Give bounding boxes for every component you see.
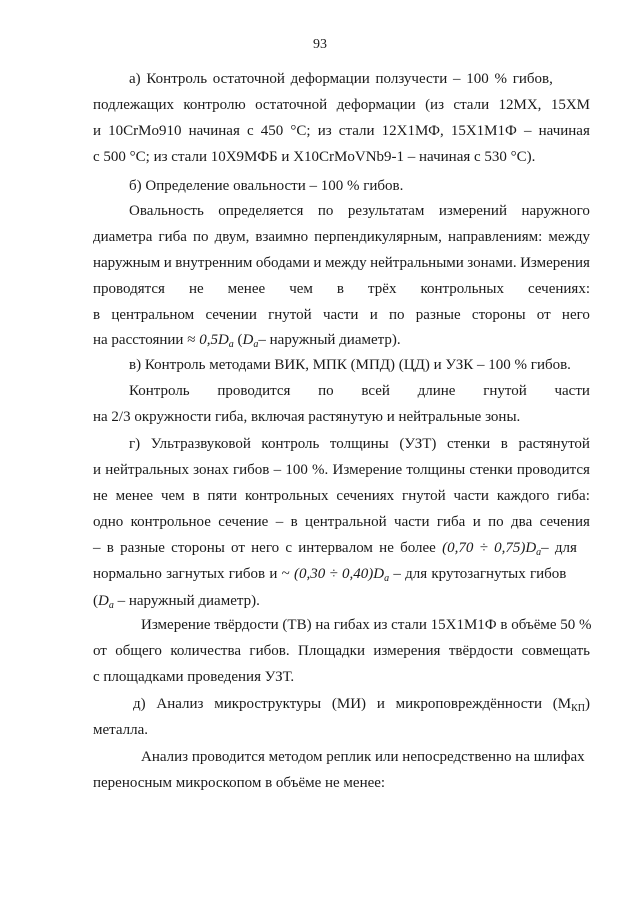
word: начиная [538, 123, 590, 139]
word: микроповреждённости [395, 696, 542, 712]
text-line: на 2/3 окружности гиба, включая растянутую и нейтральные зоны. [93, 409, 521, 425]
word: 15ХМ [550, 97, 590, 113]
word: 15Х1М1Ф [450, 123, 517, 139]
word: центральном [111, 307, 195, 323]
word: начиная [188, 123, 240, 139]
text-line [93, 642, 590, 660]
word: контроль [261, 436, 320, 452]
word: Площадки [298, 643, 365, 659]
text-line: а) Контроль остаточной деформации ползучести – 100 % гибов, [129, 71, 553, 87]
word: контрольных [420, 281, 505, 297]
word: – [273, 462, 282, 478]
text-line [93, 280, 590, 298]
word: между [324, 255, 367, 271]
word: не [188, 281, 204, 297]
word: с [247, 123, 254, 139]
word: чем [160, 488, 185, 504]
word: контрольных [244, 488, 329, 504]
text-line: нормально загнутых гибов и ~ $(0,30 \div 0,40)D_a$ – для крутозагнутых гибов [93, 566, 567, 584]
word: нейтральными [370, 255, 464, 271]
word: деформации [336, 97, 416, 113]
word: менее [227, 281, 266, 297]
page-number: 93 [313, 37, 327, 52]
word: наружного [521, 203, 590, 219]
word: длине [417, 383, 456, 399]
text-line: в) Контроль методами ВИК, МПК (МПД) (ЦД) и УЗК – 100 % гибов. [129, 357, 571, 373]
word: Контроль [129, 383, 190, 399]
word: контролю [183, 97, 246, 113]
text-line [93, 487, 590, 505]
word: °С; [290, 123, 311, 139]
word: подлежащих [93, 97, 174, 113]
word: по [388, 307, 405, 323]
word: по [318, 383, 334, 399]
word: ободами [255, 255, 310, 271]
word: $(М_{КП})$ [552, 696, 590, 714]
word: из [317, 123, 332, 139]
word: стали [453, 97, 490, 113]
word: нейтральных [105, 462, 189, 478]
word: измерения [373, 643, 441, 659]
word: Анализ [156, 696, 204, 712]
word: (УЗТ) [399, 436, 437, 452]
word: определяется [218, 203, 304, 219]
word: толщины [329, 436, 389, 452]
text-line [133, 695, 590, 713]
word: твёрдости [448, 643, 514, 659]
word: гиба [436, 514, 466, 530]
word: менее [115, 488, 154, 504]
text-line [93, 254, 590, 272]
word: гнутой [268, 307, 312, 323]
word: микроструктуры [214, 696, 322, 712]
word: гиба [158, 229, 187, 245]
word: – [275, 514, 284, 530]
word: разные [415, 307, 461, 323]
word: в [290, 514, 298, 530]
word: трёх [368, 281, 397, 297]
word: зонами. [467, 255, 517, 271]
word: – [523, 123, 532, 139]
word: от [93, 643, 107, 659]
word: Измерения [520, 255, 590, 271]
word: растянутой [518, 436, 590, 452]
word: не [93, 488, 108, 504]
word: 12Х1МФ, [381, 123, 444, 139]
text-line: Измерение твёрдости (ТВ) на гибах из стали 15Х1М1Ф в объёме 50 % [141, 617, 592, 633]
word: совмещать [521, 643, 590, 659]
word: и [93, 462, 102, 478]
word: по [317, 203, 334, 219]
word: Овальность [129, 203, 204, 219]
word: измерений [438, 203, 507, 219]
word: центральной [305, 514, 387, 530]
text-line: б) Определение овальности – 100 % гибов. [129, 178, 404, 194]
word: %. [312, 462, 329, 478]
word: стороны [471, 307, 526, 323]
word: (из [425, 97, 445, 113]
word: 12МХ, [498, 97, 542, 113]
word: 100 [285, 462, 308, 478]
word: диаметра [93, 229, 153, 245]
word: внутренним [175, 255, 253, 271]
word: и [472, 514, 481, 530]
word: каждого [496, 488, 550, 504]
word: части [322, 307, 359, 323]
text-line: переносным микроскопом в объёме не менее: [93, 775, 386, 791]
word: (МИ) [331, 696, 367, 712]
word: толщины [406, 462, 466, 478]
text-line [93, 306, 590, 324]
text-line: на расстоянии ≈ $0,5D_a$ ($D_a-$ наружный диаметр). [93, 332, 401, 350]
word: и [313, 255, 322, 271]
word: сечении [205, 307, 257, 323]
word: г) [129, 436, 141, 452]
word: всей [361, 383, 390, 399]
word: гиба: [557, 488, 590, 504]
word: и [376, 696, 385, 712]
word: и [163, 255, 172, 271]
word: в [500, 436, 508, 452]
word: в [336, 281, 345, 297]
word: сечение [218, 514, 269, 530]
word: результатам [347, 203, 425, 219]
text-line [129, 435, 590, 453]
word: от [536, 307, 551, 323]
text-line [93, 513, 590, 531]
word: части [453, 488, 489, 504]
word: контрольное [130, 514, 211, 530]
word: направлениям: [447, 229, 543, 245]
text-line: Анализ проводится методом реплик или непосредственно на шлифах [141, 749, 585, 765]
word: 450 [260, 123, 284, 139]
word: стенки [447, 436, 491, 452]
text-line [93, 461, 590, 479]
word: Ультразвуковой [150, 436, 251, 452]
word: общего [115, 643, 162, 659]
word: между [548, 229, 590, 245]
text-line: – в разные стороны от него с интервалом не более $(0,70 \div 0,75)D_a-$ для [93, 540, 577, 558]
word: по [192, 229, 209, 245]
word: гибов [232, 462, 270, 478]
word: зонах [193, 462, 229, 478]
word: и [369, 307, 378, 323]
word: в [192, 488, 200, 504]
word: и [93, 123, 102, 139]
text-line: с 500 °С; из стали 10Х9МФБ и X10CrMoVNb9-1 – начиная с 530 °С). [93, 149, 536, 165]
word: по [488, 514, 504, 530]
word: Измерение [332, 462, 403, 478]
text-line [129, 202, 590, 220]
word: гнутой [402, 488, 446, 504]
word: стали [338, 123, 375, 139]
word: 10CrMo910 [108, 123, 182, 139]
word: стенки [469, 462, 513, 478]
word: части [394, 514, 430, 530]
word: наружным [93, 255, 161, 271]
text-line: ($D_a$ – наружный диаметр). [93, 593, 260, 611]
word: сечениях [336, 488, 395, 504]
text-line [93, 96, 590, 114]
word: сечения [539, 514, 590, 530]
word: проводится [516, 462, 590, 478]
word: проводятся [93, 281, 165, 297]
text-line: с площадками проведения УЗТ. [93, 669, 295, 685]
text-line [93, 228, 590, 246]
text-line [93, 122, 590, 140]
word: проводится [217, 383, 291, 399]
word: остаточной [255, 97, 328, 113]
text-line: металла. [93, 722, 149, 738]
word: гибов. [249, 643, 290, 659]
word: части [554, 383, 590, 399]
word: д) [133, 696, 146, 712]
word: гнутой [483, 383, 527, 399]
word: двум, [214, 229, 250, 245]
word: него [561, 307, 590, 323]
word: чем [289, 281, 313, 297]
word: перпендикулярным, [314, 229, 442, 245]
word: два [511, 514, 533, 530]
text-line [129, 382, 590, 400]
word: одно [93, 514, 124, 530]
word: сечениях: [528, 281, 590, 297]
word: пяти [207, 488, 238, 504]
word: взаимно [255, 229, 309, 245]
word: в [93, 307, 101, 323]
word: количества [170, 643, 241, 659]
